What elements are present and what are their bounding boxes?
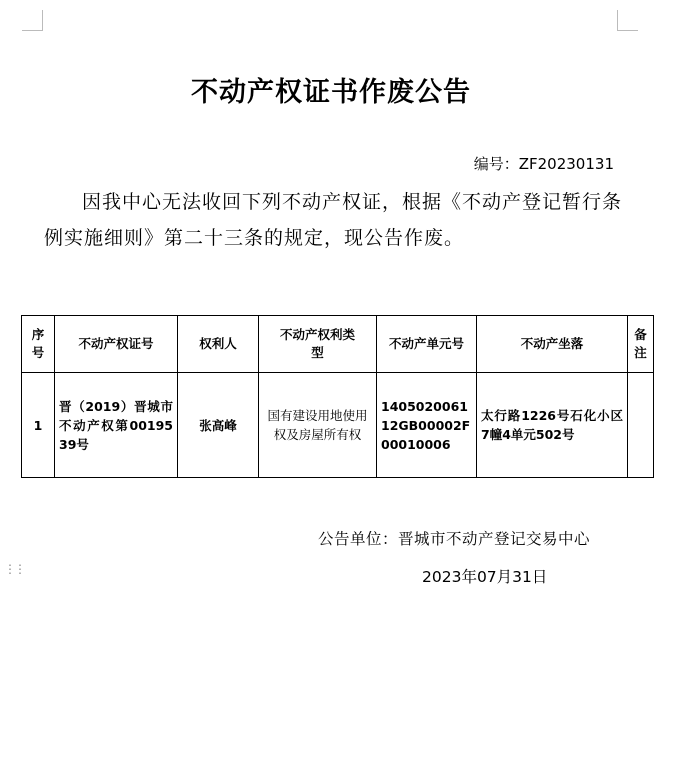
table-header-row xyxy=(22,316,654,373)
drag-handle-icon[interactable]: ⋮⋮ xyxy=(4,562,24,576)
cell-unit-no: 140502006112GB00002F00010006 xyxy=(377,373,477,478)
header-owner: 权利人 xyxy=(178,316,259,373)
header-right-type: 不动产权利类型 xyxy=(259,316,377,373)
cell-owner: 张高峰 xyxy=(178,373,259,478)
page-corner-mark-top-right xyxy=(617,10,638,31)
cell-cert-no: 晋（2019）晋城市不动产权第0019539号 xyxy=(55,373,178,478)
header-location: 不动产坐落 xyxy=(477,316,628,373)
page-corner-mark-top-left xyxy=(22,10,43,31)
document-number: 编号：ZF20230131 xyxy=(473,155,614,173)
cell-location: 太行路1226号石化小区7幢4单元502号 xyxy=(477,373,628,478)
header-unit-no: 不动产单元号 xyxy=(377,316,477,373)
header-index: 序号 xyxy=(22,316,55,373)
issuing-unit: 公告单位：晋城市不动产登记交易中心 xyxy=(318,530,591,548)
cell-remark xyxy=(628,373,654,478)
table-row xyxy=(22,373,654,478)
header-remark: 备注 xyxy=(628,316,654,373)
cell-right-type: 国有建设用地使用权及房屋所有权 xyxy=(259,373,377,478)
header-cert-no: 不动产权证号 xyxy=(55,316,178,373)
cell-index: 1 xyxy=(22,373,55,478)
announcement-body: 因我中心无法收回下列不动产权证，根据《不动产登记暂行条例实施细则》第二十三条的规定，现公告作废。 xyxy=(44,191,623,249)
voided-certificates-table xyxy=(21,315,654,478)
page-title: 不动产权证书作废公告 xyxy=(191,77,471,108)
announcement-date: 2023年07月31日 xyxy=(422,568,548,586)
